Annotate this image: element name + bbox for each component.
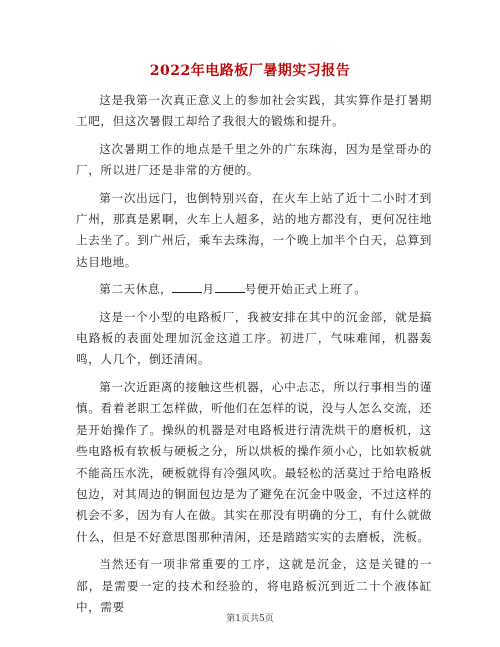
document-title: 2022年电路板厂暑期实习报告 <box>149 63 351 79</box>
paragraph-4-month: 月 <box>202 282 215 297</box>
paragraph-7: 当然还有一项非常重要的工序，这就是沉金，这是关键的一部，是需要一定的技术和经验的，将电路板沉到近二十个液体缸中，需要 <box>76 557 432 614</box>
blank-line <box>172 280 202 293</box>
paragraph-4-suffix: 号便开始正式上班了。 <box>244 282 367 297</box>
paragraph-2: 这次暑期工作的地点是千里之外的广东珠海，因为是堂哥办的厂，所以进厂还是非常的方便的。 <box>76 141 432 178</box>
paragraph-3: 第一次出远门，也倒特别兴奋，在火车上站了近十二小时才到广州，那真是累啊，火车上人超多，站的地方都没有，更何况往地上去坐了。到广州后，乘车去珠海，一个晚上加半个白天，总算到达目地地。 <box>76 190 432 269</box>
page-number: 第1页共5页 <box>226 614 274 624</box>
paragraph-4 <box>76 279 432 300</box>
paragraph-5: 这是一个小型的电路板厂，我被安排在其中的沉金部，就是搞电路板的表面处理加沉金这道工序。初进厂，气味难闻，机器轰鸣，人几个，倒还清闲。 <box>76 309 432 367</box>
paragraph-6: 第一次近距离的接触这些机器，心中忐忑，所以行事相当的谨慎。看着老职工怎样做，听他们在怎样的说，没与人怎么交流，还是开始操作了。操纵的机器是对电路板进行清洗烘干的磨板机，这些电路板有软板与硬板之分，所以烘板的操作须小心，比如软板就不能高压水洗，硬板就得有冷强风吹。最轻松的活莫过于给电路板包边，对其周边的铜面包边是为了避免在沉金中吸金，不过这样的机会不多，因为有人在做。其实在那没有明确的分工，有什么就做什么，但是不好意思图那种清闲，还是踏踏实实的去磨板，洗板。 <box>76 379 432 544</box>
document-body <box>76 90 432 624</box>
paragraph-1: 这是我第一次真正意义上的参加社会实践，其实算作是打暑期工吧，但这次暑假工却给了我很大的锻炼和提升。 <box>76 93 432 129</box>
blank-line <box>215 280 245 293</box>
paragraph-4-prefix: 第二天休息， <box>99 282 173 297</box>
